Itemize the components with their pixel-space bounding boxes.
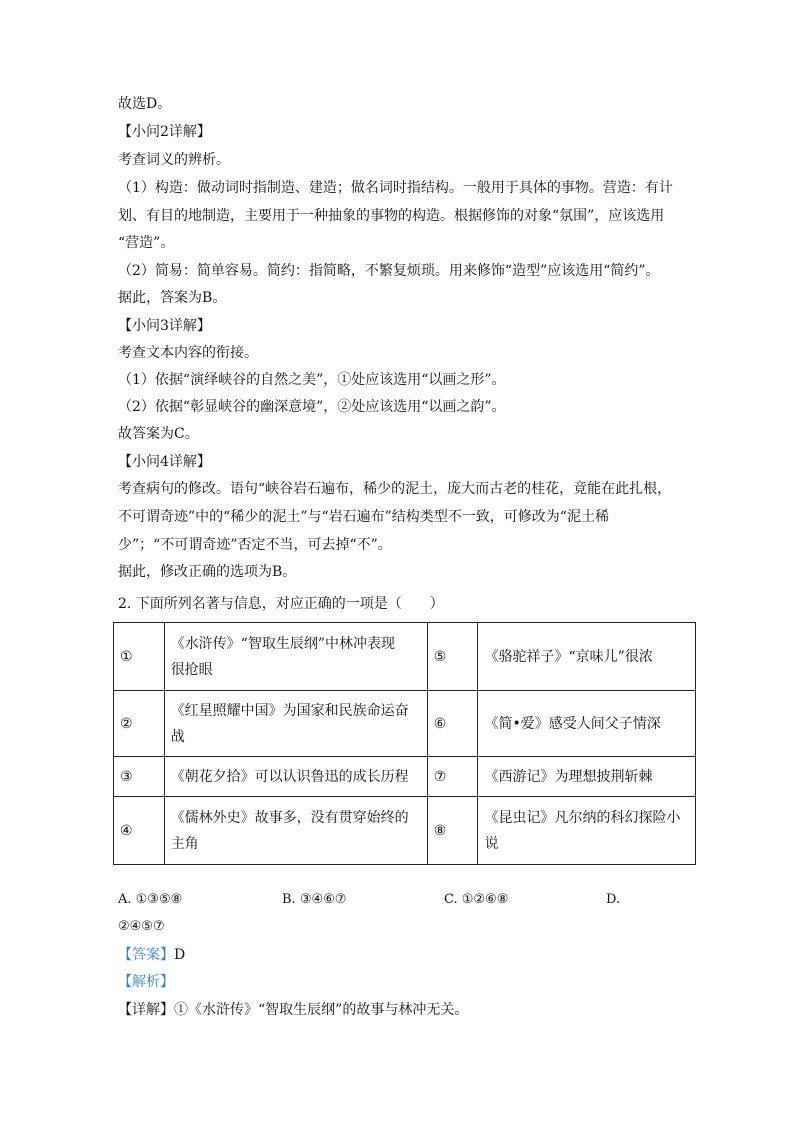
answer-line (118, 945, 185, 965)
table-cell-text: 《西游记》为理想披荆斩棘 (478, 757, 696, 797)
cell-line: 《儒林外史》故事多，没有贯穿始终的 (170, 809, 409, 826)
option-b: B. ③④⑥⑦ (282, 892, 347, 907)
option-d-continued: ②④⑤⑦ (118, 919, 165, 934)
table-cell-number: ⑦ (427, 757, 478, 797)
table-cell-number: ④ (114, 797, 165, 865)
option-a: A. ①③⑤⑧ (118, 892, 183, 907)
table-row (114, 797, 696, 865)
answer-label: 【答案】 (118, 947, 174, 963)
table-row (114, 757, 696, 797)
text-line: （1）依据“演绎峡谷的自然之美”，①处应该选用“以画之形”。 (118, 372, 506, 388)
table-cell-number: ⑧ (427, 797, 478, 865)
cell-line: 战 (170, 728, 185, 745)
cell-line: 主角 (170, 835, 199, 852)
table-cell-number: ⑤ (427, 623, 478, 691)
table-cell-number: ③ (114, 757, 165, 797)
table-cell-text: 《朝花夕拾》可以认识鲁迅的成长历程 (164, 757, 427, 797)
text-line: （2）依据“彰显峡谷的幽深意境”，②处应该选用“以画之韵”。 (118, 399, 506, 415)
table-row (114, 623, 696, 691)
table-row (114, 691, 696, 757)
table-cell-number: ② (114, 691, 165, 757)
question-stem: 2. 下面所列名著与信息，对应正确的一项是（ ） (118, 596, 444, 612)
text-line: 据此，修改正确的选项为B。 (118, 564, 297, 580)
table-cell-text (164, 691, 427, 757)
option-d: D. (606, 892, 621, 907)
cell-line: 《红星照耀中国》为国家和民族命运奋 (170, 702, 409, 719)
text-line: 考查文本内容的衔接。 (118, 345, 258, 361)
text-line: 少”；“不可谓奇迹”否定不当，可去掉“不”。 (118, 537, 392, 553)
option-c: C. ①②⑥⑧ (444, 892, 509, 907)
section-heading: 【小问3详解】 (118, 318, 211, 334)
text-line: “营造”。 (118, 235, 175, 251)
section-heading: 【小问2详解】 (118, 124, 211, 140)
text-line: 考查病句的修改。语句“峡谷岩石遍布，稀少的泥土，庞大而古老的桂花，竟能在此扎根， (118, 481, 672, 497)
cell-line: 《水浒传》“智取生辰纲”中林冲表现 (170, 635, 396, 652)
detail-line: 【详解】①《水浒传》“智取生辰纲”的故事与林冲无关。 (118, 1002, 469, 1018)
cell-line: 说 (484, 835, 499, 852)
text-line: （1）构造：做动词时指制造、建造；做名词时指结构。一般用于具体的事物。营造：有计 (118, 180, 673, 196)
text-line: 故答案为C。 (118, 426, 199, 442)
section-heading: 【小问4详解】 (118, 454, 211, 470)
table-cell-text (478, 797, 696, 865)
cell-line: 《昆虫记》凡尔纳的科幻探险小 (484, 809, 681, 826)
table-cell-text (164, 797, 427, 865)
text-line: 故选D。 (118, 96, 172, 112)
text-line: 划、有目的地制造，主要用于一种抽象的事物的构造。根据修饰的对象“氛围”，应该选用 (118, 208, 665, 224)
text-line: 据此，答案为B。 (118, 290, 227, 306)
table-cell-number: ⑥ (427, 691, 478, 757)
analysis-label: 【解析】 (118, 974, 174, 990)
table-cell-text: 《骆驼祥子》“京味儿”很浓 (478, 623, 696, 691)
works-info-table (113, 622, 696, 865)
cell-line: 很抢眼 (170, 661, 213, 678)
answer-value: D (174, 947, 186, 963)
text-line: （2）简易：简单容易。简约：指简略，不繁复烦琐。用来修饰“造型”应该选用“简约”。 (118, 263, 660, 279)
table-cell-text: 《简•爱》感受人间父子情深 (478, 691, 696, 757)
text-line: 不可谓奇迹”中的“稀少的泥土”与“岩石遍布”结构类型不一致，可修改为“泥土稀 (118, 509, 609, 525)
text-line: 考查词义的辨析。 (118, 152, 230, 168)
table-cell-number: ① (114, 623, 165, 691)
table-cell-text (164, 623, 427, 691)
